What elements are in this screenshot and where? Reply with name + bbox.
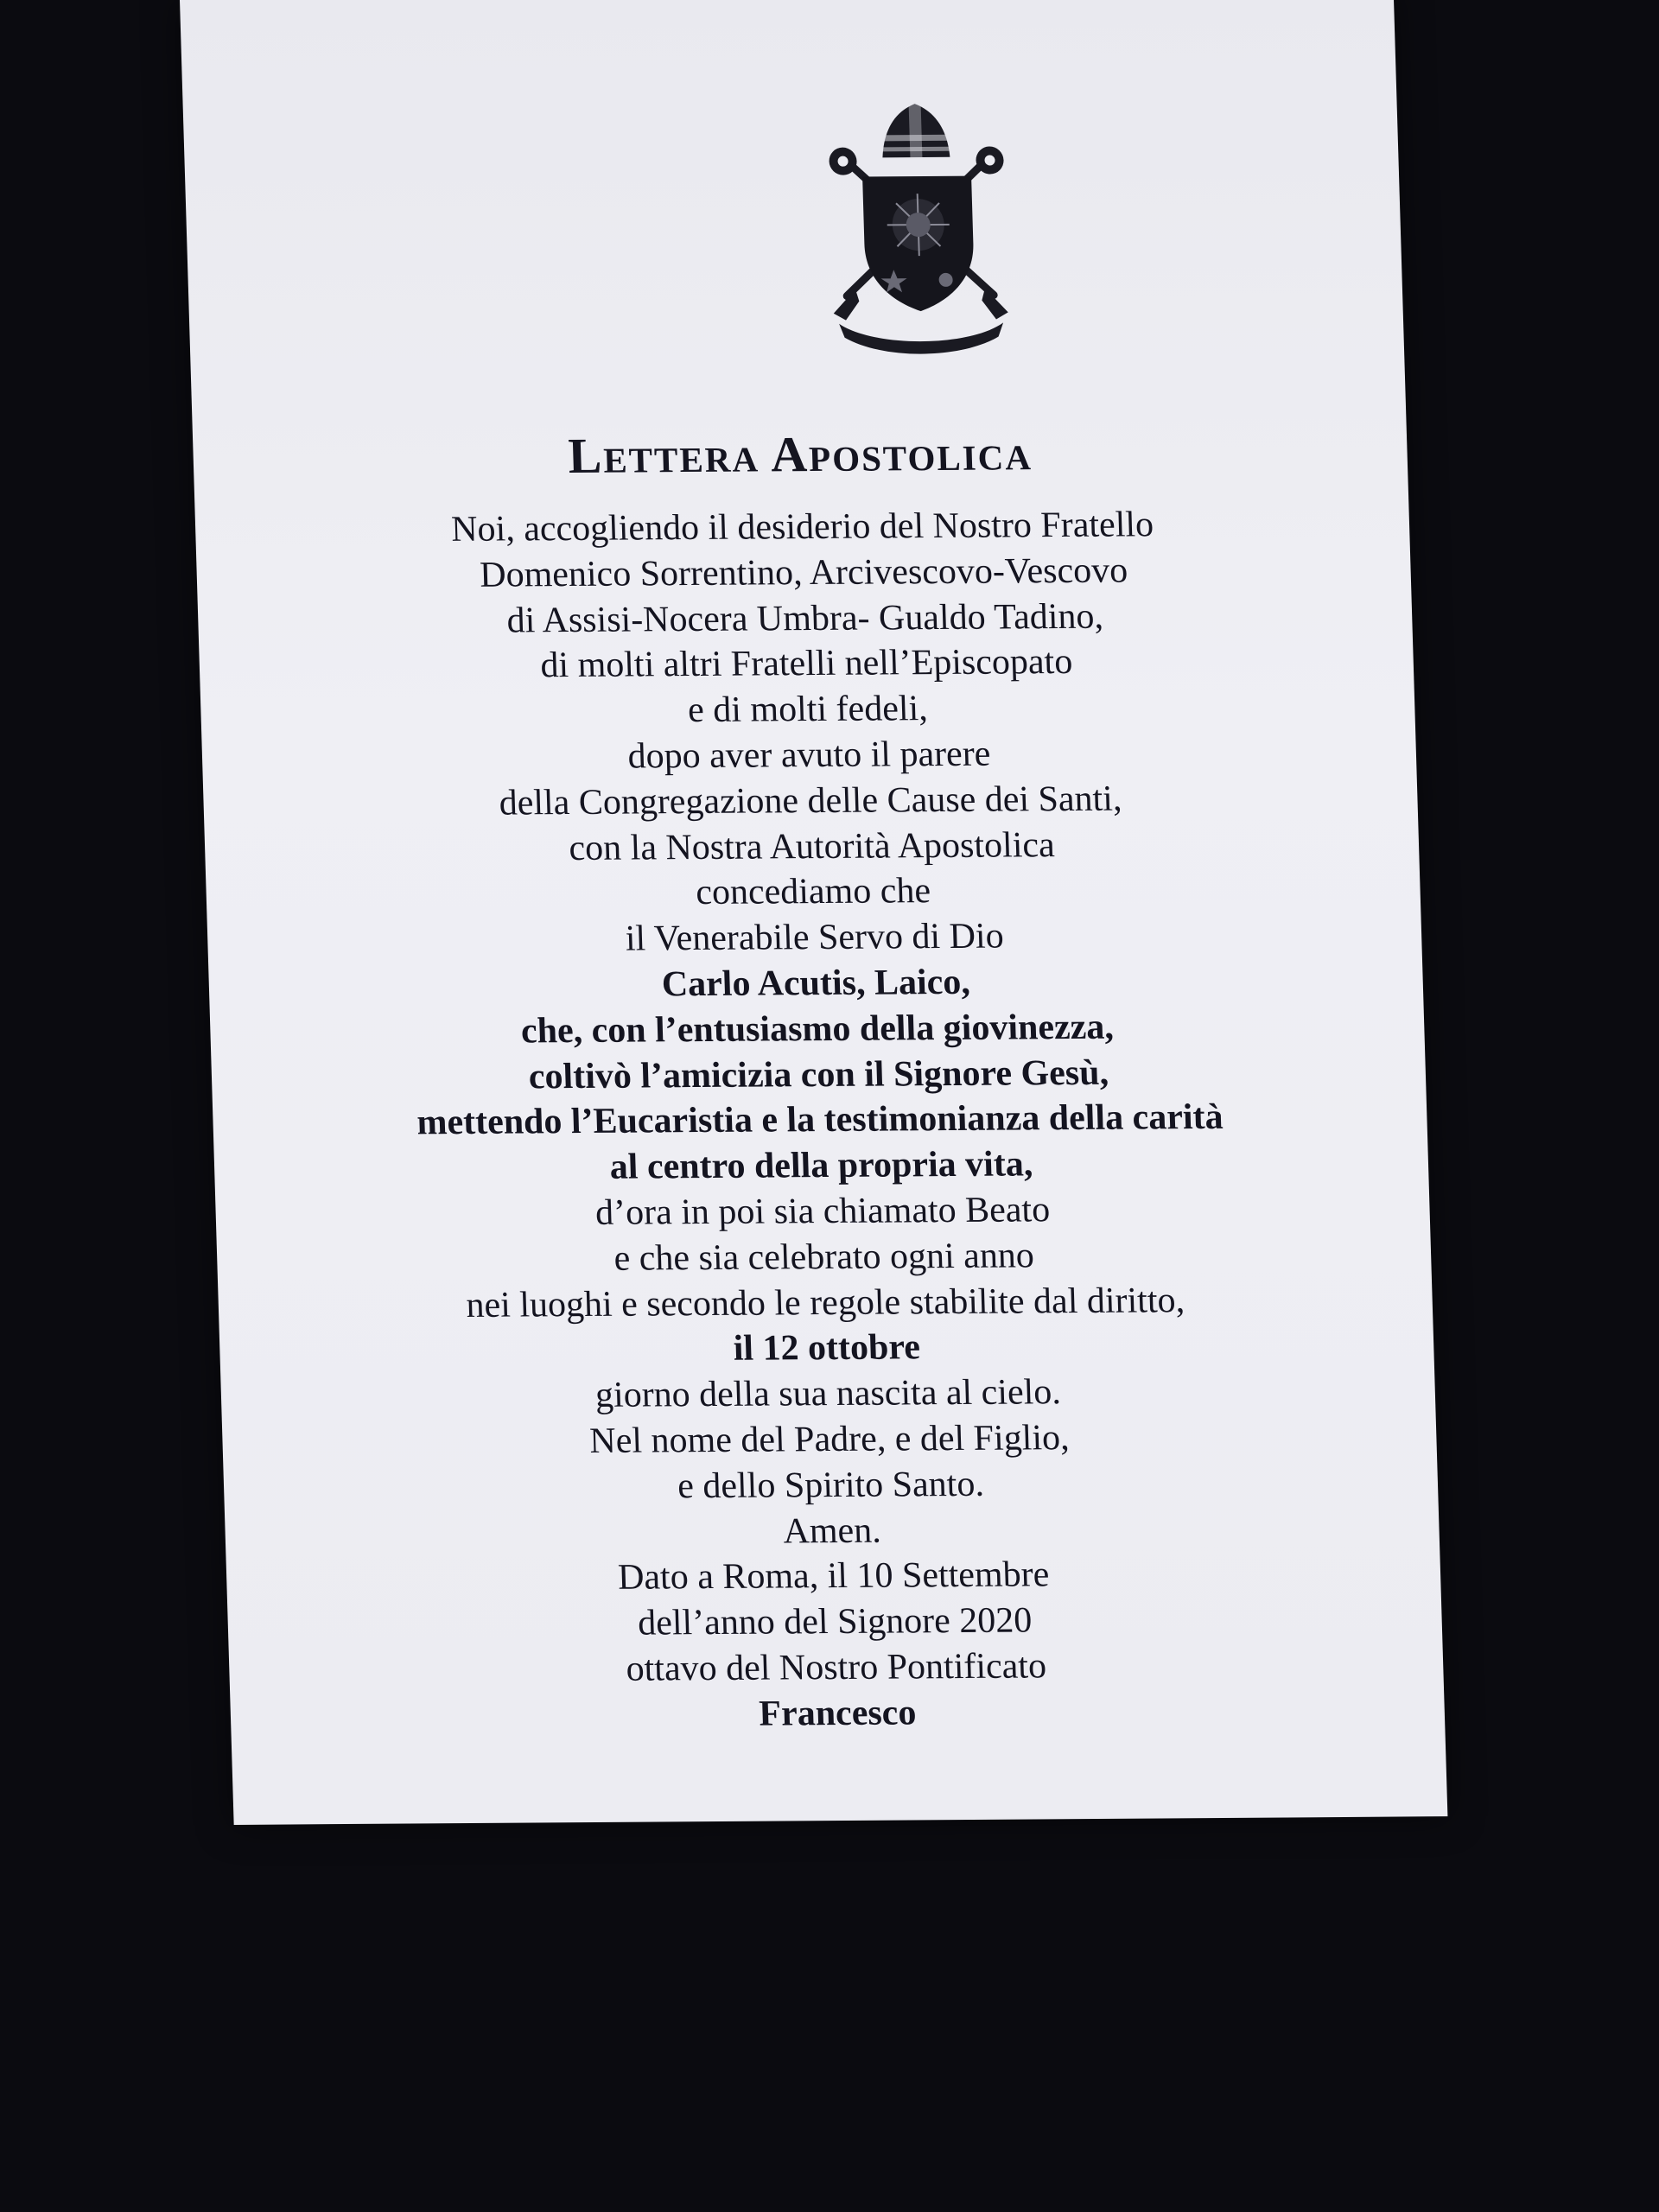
letter-line: di molti altri Fratelli nell’Episcopato <box>539 642 1073 686</box>
letter-line: e di molti fedeli, <box>687 689 929 731</box>
letter-line: Carlo Acutis, Laico, <box>661 962 971 1005</box>
letter-line: il 12 ottobre <box>733 1327 921 1370</box>
letter-body <box>193 419 1446 1740</box>
letter-line: ottavo del Nostro Pontificato <box>625 1646 1047 1689</box>
letter-line: e che sia celebrato ogni anno <box>613 1236 1035 1279</box>
letter-line: e dello Spirito Santo. <box>677 1464 985 1507</box>
letter-line: concediamo che <box>695 871 931 913</box>
apostolic-letter-card <box>180 0 1447 1825</box>
letter-line: della Congregazione delle Cause dei Santi, <box>499 779 1123 823</box>
letter-line: coltivò l’amicizia con il Signore Gesù, <box>528 1052 1109 1096</box>
letter-line: d’ora in poi sia chiamato Beato <box>594 1190 1051 1233</box>
letter-line: che, con l’entusiasmo della giovinezza, <box>520 1007 1115 1052</box>
letter-line: di Assisi-Nocera Umbra- Gualdo Tadino, <box>505 596 1104 641</box>
letter-line: Domenico Sorrentino, Arcivescovo-Vescovo <box>479 550 1128 595</box>
letter-title: Lettera Apostolica <box>567 424 1033 484</box>
letter-line: Francesco <box>758 1693 917 1734</box>
letter-line: nei luoghi e secondo le regole stabilite dal diritto, <box>465 1280 1185 1325</box>
letter-line: al centro della propria vita, <box>609 1144 1033 1187</box>
letter-line: Noi, accogliendo il desiderio del Nostro Fratello <box>450 505 1154 550</box>
letter-line: con la Nostra Autorità Apostolica <box>568 824 1056 868</box>
letter-line: giorno della sua nascita al cielo. <box>594 1372 1062 1416</box>
letter-line: il Venerabile Servo di Dio <box>625 916 1005 959</box>
letter-line: dopo aver avuto il parere <box>626 734 992 777</box>
letter-line: Nel nome del Padre, e del Figlio, <box>588 1418 1071 1461</box>
papal-coat-of-arms-icon <box>806 96 1030 365</box>
letter-line: Amen. <box>782 1510 882 1551</box>
letter-line: mettendo l’Eucaristia e la testimonianza della carità <box>416 1097 1224 1143</box>
letter-line: dell’anno del Signore 2020 <box>637 1600 1033 1643</box>
letter-line: Dato a Roma, il 10 Settembre <box>617 1554 1050 1599</box>
letter-text <box>194 500 1445 1740</box>
